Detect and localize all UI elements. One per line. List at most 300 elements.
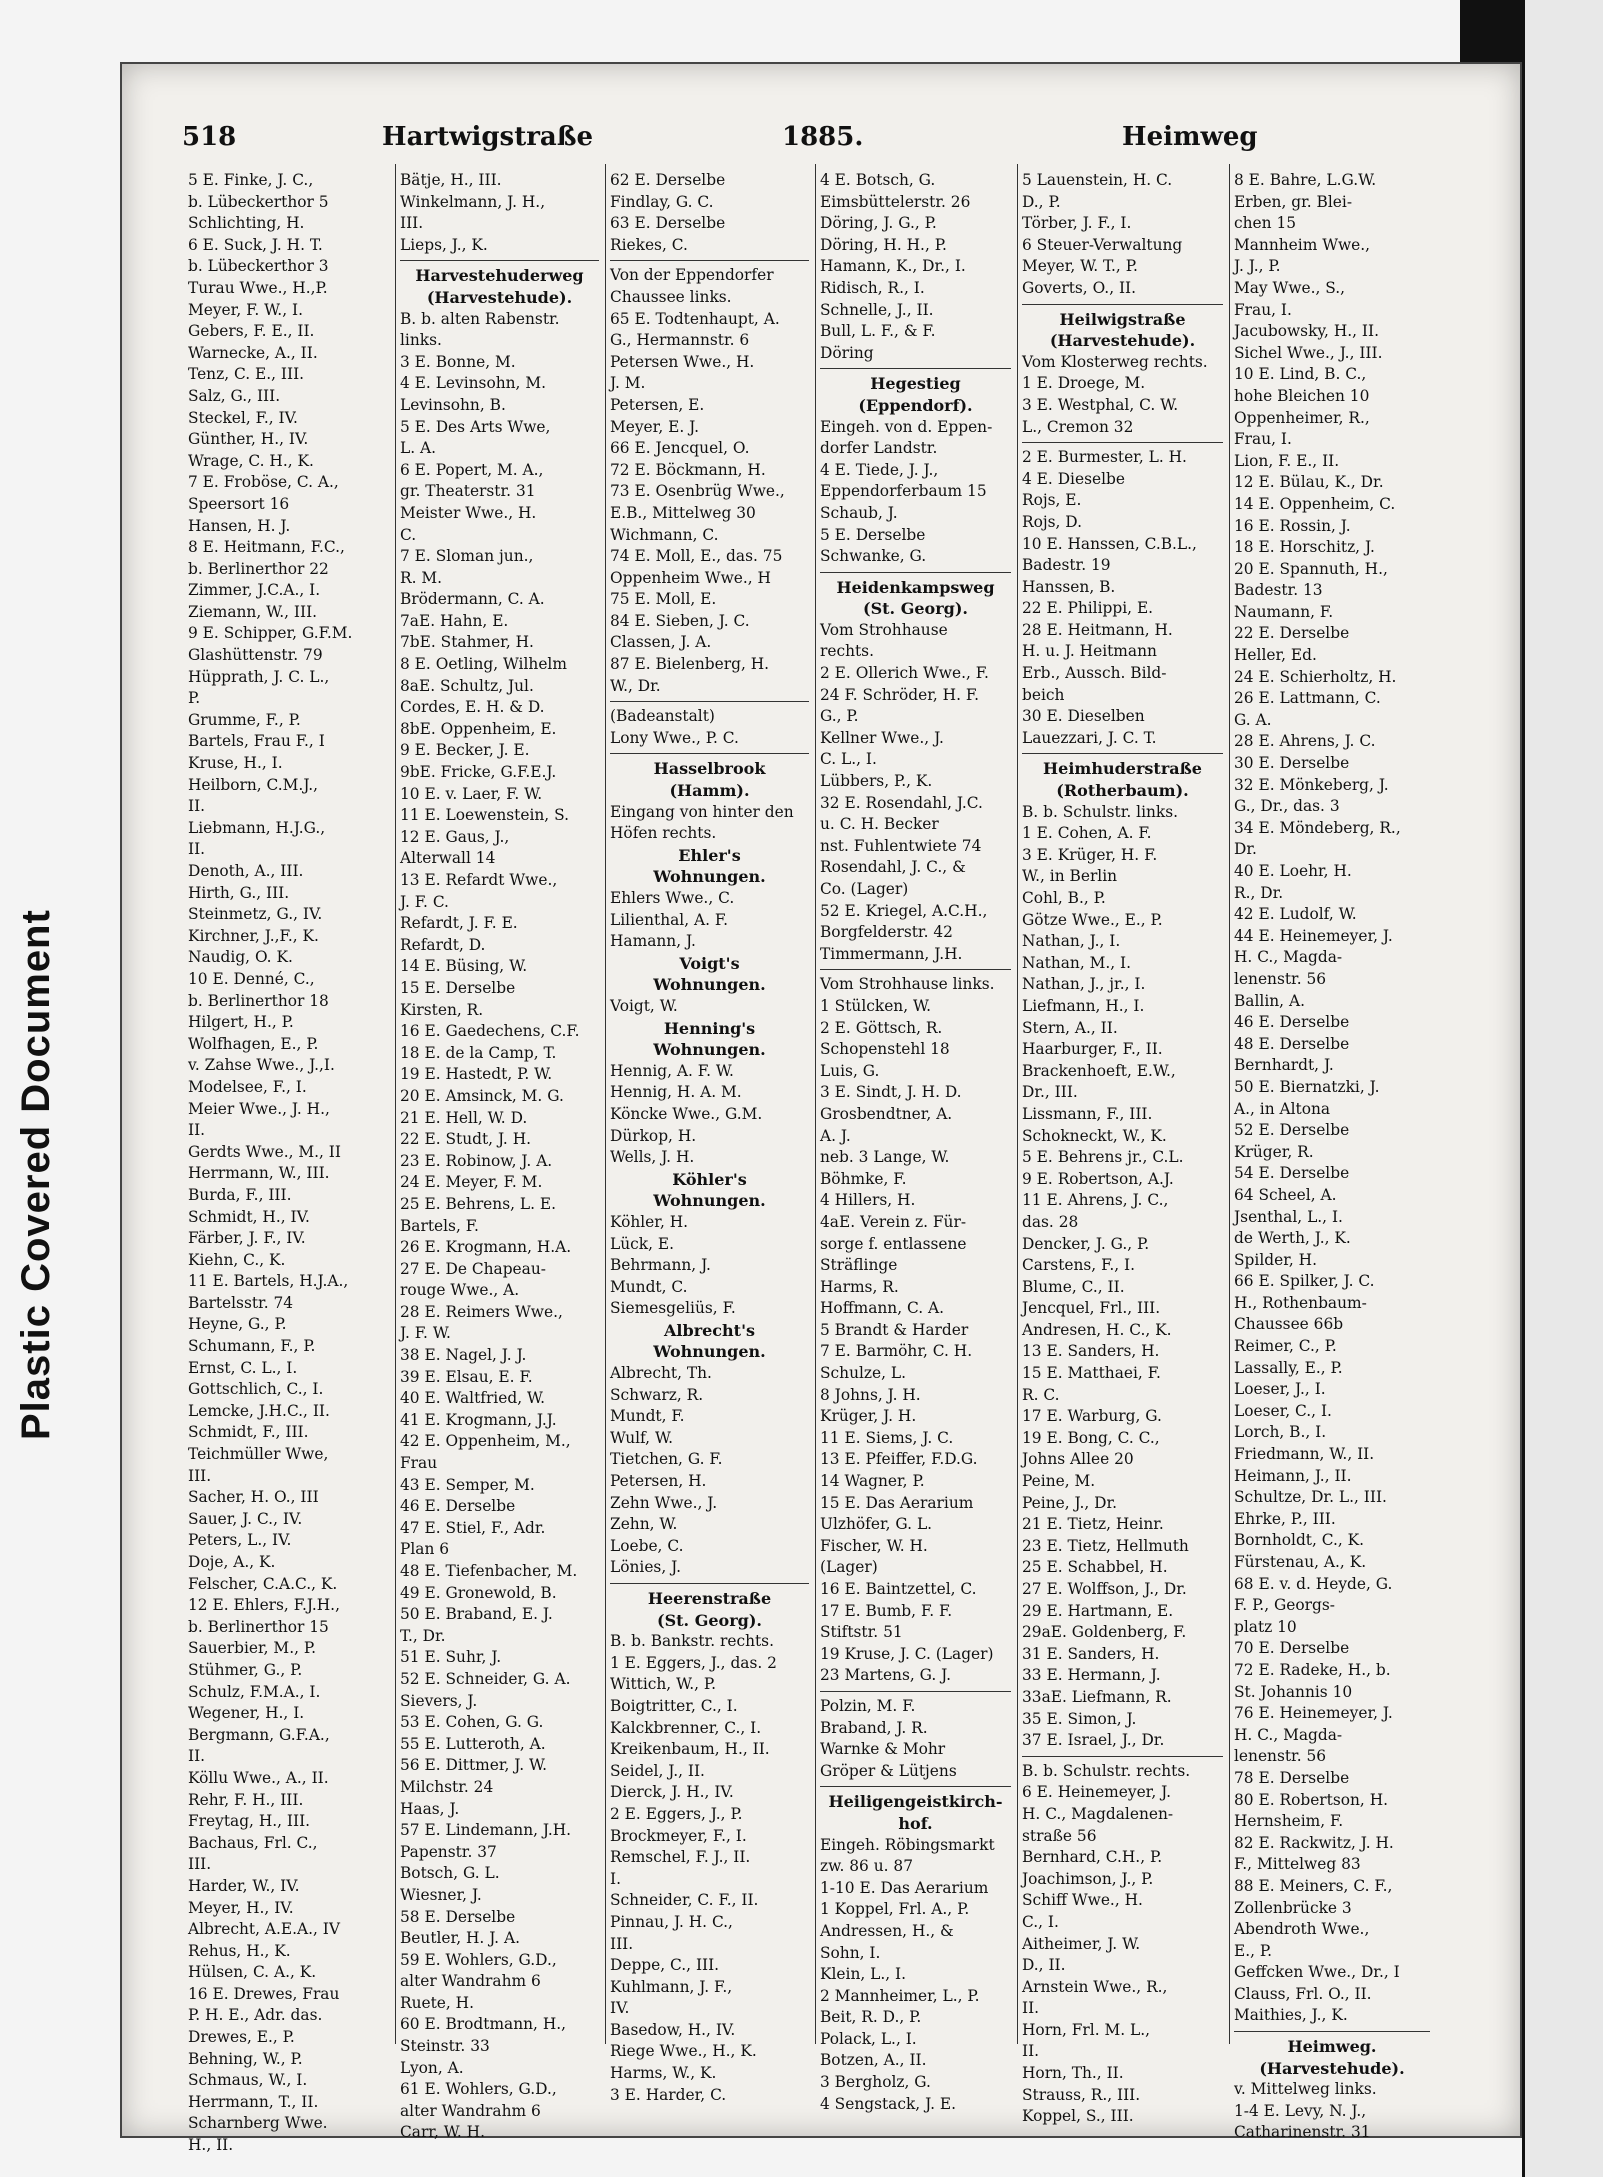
directory-entry: Eingeh. Röbingsmarkt <box>820 1835 995 1854</box>
directory-entry: 1 Koppel, Frl. A., P. <box>820 1900 970 1919</box>
directory-entry: gr. Theaterstr. 31 <box>400 482 536 501</box>
directory-entry: Polzin, M. F. <box>820 1696 916 1715</box>
directory-entry: 22 E. Studt, J. H. <box>400 1130 532 1149</box>
directory-entry: 49 E. Gronewold, B. <box>400 1583 557 1602</box>
directory-entry: Freytag, H., III. <box>188 1812 311 1831</box>
directory-entry: Horn, Frl. M. L., <box>1022 2020 1151 2039</box>
directory-entry: Köncke Wwe., G.M. <box>610 1104 763 1123</box>
directory-entry: 15 E. Das Aerarium <box>820 1493 974 1512</box>
directory-entry: Eimsbüttelerstr. 26 <box>820 192 971 211</box>
directory-entry: Grosbendtner, A. <box>820 1104 953 1123</box>
directory-entry: Luis, G. <box>820 1061 880 1080</box>
directory-entry: 34 E. Möndeberg, R., <box>1234 818 1401 837</box>
directory-entry: de Werth, J., K. <box>1234 1229 1351 1248</box>
directory-entry: Johns Allee 20 <box>1022 1450 1134 1469</box>
directory-entry: Behning, W., P. <box>188 2049 303 2068</box>
directory-entry: E., P. <box>1234 1941 1273 1960</box>
directory-entry: Carstens, F., I. <box>1022 1256 1136 1275</box>
directory-entry: D., P. <box>1022 192 1061 211</box>
directory-entry: Turau Wwe., H.,P. <box>188 278 328 297</box>
side-label: Plastic Covered Document <box>14 909 58 1440</box>
directory-entry: 2 E. Göttsch, R. <box>820 1018 943 1037</box>
directory-entry: H. C., Magda- <box>1234 948 1343 967</box>
directory-entry: Jencquel, Frl., III. <box>1022 1299 1161 1318</box>
directory-entry: Andresen, H. C., K. <box>1022 1320 1172 1339</box>
directory-entry: 61 E. Wohlers, G.D., <box>400 2080 557 2099</box>
directory-entry: Tietchen, G. F. <box>610 1450 723 1469</box>
directory-entry: Rojs, E. <box>1022 491 1082 510</box>
directory-entry: Burda, F., III. <box>188 1185 292 1204</box>
directory-entry: Chaussee links. <box>610 287 732 306</box>
directory-entry: 12 E. Gaus, J., <box>400 827 510 846</box>
directory-entry: 7bE. Stahmer, H. <box>400 633 534 652</box>
directory-entry: Albrecht, Th. <box>610 1364 712 1383</box>
directory-entry: Geffcken Wwe., Dr., I <box>1234 1963 1400 1982</box>
directory-entry: Schiff Wwe., H. <box>1022 1891 1143 1910</box>
directory-entry: Steckel, F., IV. <box>188 408 298 427</box>
directory-entry: Badestr. 19 <box>1022 556 1111 575</box>
directory-entry: 26 E. Lattmann, C. <box>1234 689 1381 708</box>
directory-entry: Clauss, Frl. O., II. <box>1234 1984 1372 2003</box>
directory-entry: 19 Kruse, J. C. (Lager) <box>820 1644 994 1663</box>
street-heading: Heilwigstraße <box>1059 309 1186 329</box>
directory-entry: beich <box>1022 685 1065 704</box>
directory-entry: E.B., Mittelweg 30 <box>610 503 756 522</box>
directory-entry: 33aE. Liefmann, R. <box>1022 1687 1172 1706</box>
directory-entry: Herrmann, T., II. <box>188 2092 319 2111</box>
directory-entry: Timmermann, J.H. <box>820 944 963 963</box>
street-heading: (St. Georg). <box>657 1610 762 1630</box>
directory-entry: Koppel, S., III. <box>1022 2107 1134 2126</box>
directory-entry: Lönies, J. <box>610 1558 681 1577</box>
directory-entry: G., Dr., das. 3 <box>1234 797 1340 816</box>
directory-entry: 29aE. Goldenberg, F. <box>1022 1623 1187 1642</box>
directory-entry: 21 E. Hell, W. D. <box>400 1108 528 1127</box>
directory-entry: 66 E. Spilker, J. C. <box>1234 1272 1375 1291</box>
street-heading: Wohnungen. <box>653 975 766 995</box>
directory-entry: Klein, L., I. <box>820 1965 907 1984</box>
directory-entry: 3 E. Sindt, J. H. D. <box>820 1083 962 1102</box>
directory-entry: Frau <box>400 1454 438 1473</box>
directory-entry: Schneider, C. F., II. <box>610 1891 759 1910</box>
directory-entry: 16 E. Drewes, Frau <box>188 1984 340 2003</box>
directory-entry: III. <box>610 1934 634 1953</box>
directory-entry: Lassally, E., P. <box>1234 1358 1343 1377</box>
directory-entry: 58 E. Derselbe <box>400 1907 516 1926</box>
directory-entry: Mundt, F. <box>610 1407 685 1426</box>
directory-entry: G. A. <box>1234 710 1272 729</box>
directory-entry: Salz, G., III. <box>188 386 281 405</box>
directory-entry: 7 E. Barmöhr, C. H. <box>820 1342 973 1361</box>
directory-entry: Wells, J. H. <box>610 1148 695 1167</box>
directory-entry: Warnecke, A., II. <box>188 343 318 362</box>
directory-entry: II. <box>188 840 206 859</box>
street-heading: Heerenstraße <box>647 1589 772 1608</box>
directory-entry: Blume, C., II. <box>1022 1277 1125 1296</box>
directory-entry: Döring <box>820 343 874 362</box>
directory-entry: 35 E. Simon, J. <box>1022 1709 1137 1728</box>
directory-entry: Schwarz, R. <box>610 1385 704 1404</box>
directory-entry: 2 E. Eggers, J., P. <box>610 1804 743 1823</box>
directory-entry: 5 E. Des Arts Wwe, <box>400 417 551 436</box>
directory-entry: b. Lübeckerthor 3 <box>188 257 329 276</box>
directory-entry: Boigtritter, C., I. <box>610 1696 738 1715</box>
directory-entry: Bachaus, Frl. C., <box>188 1833 318 1852</box>
directory-entry: alter Wandrahm 6 <box>400 1972 541 1991</box>
directory-entry: Braband, J. R. <box>820 1718 928 1737</box>
directory-entry: Von der Eppendorfer <box>610 266 774 285</box>
street-heading: (St. Georg). <box>863 599 968 619</box>
directory-entry: 26 E. Krogmann, H.A. <box>400 1238 572 1257</box>
directory-entry: 28 E. Heitmann, H. <box>1022 620 1173 639</box>
directory-entry: Bernhard, C.H., P. <box>1022 1848 1163 1867</box>
directory-entry: 76 E. Heinemeyer, J. <box>1234 1704 1393 1723</box>
directory-entry: H. u. J. Heitmann <box>1022 642 1157 661</box>
directory-entry: 14 E. Oppenheim, C. <box>1234 494 1396 513</box>
directory-entry: 6 Steuer-Verwaltung <box>1022 235 1183 254</box>
directory-entry: Reimer, C., P. <box>1234 1337 1337 1356</box>
directory-entry: Botsch, G. L. <box>400 1864 500 1883</box>
directory-entry: Wiesner, J. <box>400 1885 482 1904</box>
directory-entry: 42 E. Oppenheim, M., <box>400 1432 571 1451</box>
directory-entry: Törber, J. F., I. <box>1022 214 1132 233</box>
directory-entry: Riekes, C. <box>610 235 688 254</box>
directory-entry: 52 E. Kriegel, A.C.H., <box>820 901 988 920</box>
directory-entry: 4 E. Dieselbe <box>1022 469 1125 488</box>
directory-entry: Lilienthal, A. F. <box>610 910 729 929</box>
directory-entry: 17 E. Bumb, F. F. <box>820 1601 953 1620</box>
column-divider <box>820 969 1011 970</box>
street-heading: Köhler's <box>672 1169 747 1189</box>
directory-entry: Winkelmann, J. H., <box>400 192 546 211</box>
directory-entry: Kuhlmann, J. F., <box>610 1977 733 1996</box>
directory-entry: Zehn, W. <box>610 1515 678 1534</box>
directory-entry: T., Dr. <box>400 1626 446 1645</box>
directory-entry: Joachimson, J., P. <box>1022 1869 1154 1888</box>
directory-entry: Wegener, H., I. <box>188 1704 305 1723</box>
directory-entry: 8 E. Bahre, L.G.W. <box>1234 171 1377 189</box>
column-divider <box>1022 442 1223 443</box>
directory-entry: III. <box>188 1466 212 1485</box>
street-heading: (Rotherbaum). <box>1056 781 1189 801</box>
directory-entry: H. C., Magdalenen- <box>1022 1804 1174 1823</box>
directory-entry: dorfer Landstr. <box>820 439 938 458</box>
directory-entry: Abendroth Wwe., <box>1234 1920 1370 1939</box>
directory-entry: 30 E. Dieselben <box>1022 707 1145 726</box>
directory-entry: 59 E. Wohlers, G.D., <box>400 1950 557 1969</box>
directory-entry: Horn, Th., II. <box>1022 2064 1124 2083</box>
directory-entry: 4 E. Botsch, G. <box>820 171 936 189</box>
column-divider <box>820 368 1011 369</box>
directory-entry: Schumann, F., P. <box>188 1337 316 1356</box>
directory-entry: L. A. <box>400 439 437 458</box>
directory-entry: 4 E. Levinsohn, M. <box>400 374 546 393</box>
directory-entry: 1 E. Eggers, J., das. 2 <box>610 1653 777 1672</box>
directory-entry: Fischer, W. H. <box>820 1536 928 1555</box>
page-number: 518 <box>182 122 237 152</box>
directory-entry: II. <box>188 797 206 816</box>
year-heading: 1885. <box>782 122 864 152</box>
directory-entry: Rehus, H., K. <box>188 1941 291 1960</box>
directory-entry: Siemesgeliüs, F. <box>610 1299 736 1318</box>
directory-entry: 84 E. Sieben, J. C. <box>610 611 750 630</box>
directory-entry: Mundt, C. <box>610 1277 688 1296</box>
directory-entry: Rosendahl, J. C., & <box>820 858 966 877</box>
directory-entry: Sauer, J. C., IV. <box>188 1509 303 1528</box>
directory-entry: 21 E. Tietz, Heinr. <box>1022 1515 1164 1534</box>
directory-entry: Kellner Wwe., J. <box>820 728 944 747</box>
street-heading: Henning's <box>663 1018 756 1038</box>
column-divider <box>610 753 809 754</box>
directory-entry: 11 E. Bartels, H.J.A., <box>188 1272 349 1291</box>
directory-entry: Dr., III. <box>1022 1083 1078 1102</box>
directory-entry: H., II. <box>188 2136 234 2155</box>
directory-entry: Eppendorferbaum 15 <box>820 482 987 501</box>
directory-entry: Riege Wwe., H., K. <box>610 2042 757 2061</box>
directory-entry: Steinmetz, G., IV. <box>188 905 323 924</box>
directory-entry: P. H. E., Adr. das. <box>188 2006 323 2025</box>
directory-entry: Jsenthal, L., I. <box>1234 1207 1343 1226</box>
directory-entry: Köhler, H. <box>610 1212 689 1231</box>
directory-entry: Strauss, R., III. <box>1022 2085 1141 2104</box>
directory-entry: Badestr. 13 <box>1234 581 1323 600</box>
directory-entry: Jacubowsky, H., II. <box>1234 322 1379 341</box>
directory-entry: Oppenheimer, R., <box>1234 408 1370 427</box>
street-heading: Harvestehuderweg <box>415 266 584 286</box>
directory-entry: Ernst, C. L., I. <box>188 1358 298 1377</box>
directory-entry: Milchstr. 24 <box>400 1777 494 1796</box>
directory-entry: C. <box>400 525 417 544</box>
directory-entry: 1 Stülcken, W. <box>820 996 932 1015</box>
directory-entry: Dencker, J. G., P. <box>1022 1234 1150 1253</box>
directory-entry: Ruete, H. <box>400 1993 474 2012</box>
directory-entry: W., Dr. <box>610 676 661 695</box>
directory-entry: Eingeh. von d. Eppen- <box>820 417 993 436</box>
directory-entry: Papenstr. 37 <box>400 1842 497 1861</box>
directory-entry: Warnke & Mohr <box>820 1740 946 1759</box>
directory-entry: R. M. <box>400 568 443 587</box>
column-2 <box>396 164 606 2142</box>
directory-entry: Hanssen, B. <box>1022 577 1116 596</box>
directory-entry: Harms, R. <box>820 1277 899 1296</box>
directory-entry: Oppenheim Wwe., H <box>610 568 771 587</box>
directory-entry: Maithies, J., K. <box>1234 2006 1348 2025</box>
directory-entry: Wulf, W. <box>610 1428 673 1447</box>
directory-entry: 41 E. Krogmann, J.J. <box>400 1410 557 1429</box>
column-divider <box>610 1583 809 1584</box>
directory-entry: Haarburger, F., II. <box>1022 1040 1163 1059</box>
directory-entry: platz 10 <box>1234 1617 1297 1636</box>
directory-entry: Polack, L., I. <box>820 2029 917 2048</box>
directory-entry: C., I. <box>1022 1912 1059 1931</box>
directory-entry: J. M. <box>610 374 646 393</box>
column-divider <box>820 1786 1011 1787</box>
directory-entry: Loebe, C. <box>610 1536 684 1555</box>
directory-entry: 20 E. Spannuth, H., <box>1234 559 1388 578</box>
directory-entry: Schokneckt, W., K. <box>1022 1126 1167 1145</box>
directory-entry: 62 E. Derselbe <box>610 171 726 189</box>
directory-entry: III. <box>400 214 424 233</box>
street-heading: Wohnungen. <box>653 1342 766 1362</box>
directory-entry: 8bE. Oppenheim, E. <box>400 719 557 738</box>
directory-entry: 13 E. Pfeiffer, F.D.G. <box>820 1450 978 1469</box>
directory-entry: Meister Wwe., H. <box>400 503 537 522</box>
directory-entry: J. F. W. <box>400 1324 451 1343</box>
directory-entry: Petersen, E. <box>610 395 705 414</box>
directory-entry: 75 E. Moll, E. <box>610 590 717 609</box>
directory-entry: Brödermann, C. A. <box>400 590 545 609</box>
scanned-page <box>120 62 1522 2155</box>
directory-entry: 16 E. Rossin, J. <box>1234 516 1351 535</box>
directory-entry: C. L., I. <box>820 750 877 769</box>
directory-entry: 8 Johns, J. H. <box>820 1385 921 1404</box>
directory-entry: 20 E. Amsinck, M. G. <box>400 1086 564 1105</box>
directory-entry: 1-10 E. Das Aerarium <box>820 1878 989 1897</box>
directory-entry: Mannheim Wwe., <box>1234 235 1371 254</box>
directory-entry: Levinsohn, B. <box>400 395 506 414</box>
directory-entry: Ehlers Wwe., C. <box>610 889 735 907</box>
directory-entry: L., Cremon 32 <box>1022 417 1134 436</box>
directory-entry: Peters, L., IV. <box>188 1531 292 1550</box>
directory-entry: Naudig, O. K. <box>188 948 293 967</box>
directory-entry: 73 E. Osenbrüg Wwe., <box>610 482 785 501</box>
directory-entry: 50 E. Braband, E. J. <box>400 1605 553 1624</box>
directory-entry: Rojs, D. <box>1022 512 1082 531</box>
directory-entry: Nathan, J., jr., I. <box>1022 975 1146 994</box>
directory-entry: Bernhardt, J. <box>1234 1056 1334 1075</box>
directory-entry: III. <box>188 1855 212 1874</box>
directory-entry: 88 E. Meiners, C. F., <box>1234 1876 1393 1895</box>
directory-entry: Botzen, A., II. <box>820 2051 927 2070</box>
directory-entry: Petersen, H. <box>610 1472 707 1491</box>
directory-entry: 3 Bergholz, G. <box>820 2073 931 2092</box>
directory-entry: hohe Bleichen 10 <box>1234 386 1370 405</box>
directory-entry: 55 E. Lutteroth, A. <box>400 1734 546 1753</box>
directory-entry: Wittich, W., P. <box>610 1675 717 1694</box>
directory-entry: das. 28 <box>1022 1212 1079 1231</box>
directory-entry: Kruse, H., I. <box>188 754 283 773</box>
directory-entry: v. Zahse Wwe., J.,I. <box>188 1056 335 1075</box>
directory-entry: R., Dr. <box>1234 883 1284 902</box>
directory-entry: Vom Strohhause links. <box>820 975 995 994</box>
directory-entry: Ballin, A. <box>1234 991 1305 1010</box>
directory-entry: Schmaus, W., I. <box>188 2071 308 2090</box>
column-divider <box>610 260 809 261</box>
column-1 <box>184 164 396 2155</box>
directory-entry: 3 E. Harder, C. <box>610 2085 727 2104</box>
directory-entry: 46 E. Derselbe <box>400 1497 516 1516</box>
directory-entry: G., P. <box>820 707 859 726</box>
directory-entry: Lyon, A. <box>400 2058 464 2077</box>
directory-entry: Köllu Wwe., A., II. <box>188 1768 329 1787</box>
directory-entry: Nathan, M., I. <box>1022 953 1132 972</box>
directory-entry: Lieps, J., K. <box>400 235 488 254</box>
directory-entry: Schwanke, G. <box>820 547 927 566</box>
directory-entry: 37 E. Israel, J., Dr. <box>1022 1731 1165 1750</box>
street-heading: (Harvestehude). <box>1259 2058 1405 2078</box>
directory-entry: 25 E. Behrens, L. E. <box>400 1194 557 1213</box>
directory-entry: neb. 3 Lange, W. <box>820 1148 950 1167</box>
directory-entry: Bätje, H., III. <box>400 171 502 189</box>
column-divider <box>820 572 1011 573</box>
directory-entry: 5 E. Derselbe <box>820 525 926 544</box>
directory-entry: Kalckbrenner, C., I. <box>610 1718 762 1737</box>
directory-entry: A., in Altona <box>1234 1099 1331 1118</box>
directory-entry: Borgfelderstr. 42 <box>820 923 953 942</box>
directory-entry: Hoffmann, C. A. <box>820 1299 945 1318</box>
directory-entry: 18 E. de la Camp, T. <box>400 1043 557 1062</box>
directory-entry: 3 E. Westphal, C. W. <box>1022 395 1179 414</box>
directory-entry: Kreikenbaum, H., II. <box>610 1740 770 1759</box>
directory-entry: Haas, J. <box>400 1799 460 1818</box>
directory-entry: B. b. Schulstr. rechts. <box>1022 1761 1191 1780</box>
directory-entry: Cohl, B., P. <box>1022 889 1106 907</box>
directory-entry: Grumme, F., P. <box>188 710 301 729</box>
directory-entry: 27 E. Wolffson, J., Dr. <box>1022 1580 1187 1598</box>
directory-entry: Albrecht, A.E.A., IV <box>188 1920 340 1939</box>
directory-entry: Schlichting, H. <box>188 214 305 233</box>
directory-entry: b. Berlinerthor 18 <box>188 991 329 1010</box>
directory-entry: May Wwe., S., <box>1234 278 1346 297</box>
directory-entry: sorge f. entlassene <box>820 1234 967 1253</box>
next-page-strip <box>1522 0 1603 2177</box>
directory-entry: Hennig, A. F. W. <box>610 1061 734 1080</box>
column-5 <box>1018 164 1230 2126</box>
directory-entry: Friedmann, W., II. <box>1234 1445 1375 1464</box>
directory-entry: (Badeanstalt) <box>610 707 715 726</box>
directory-entry: Zehn Wwe., J. <box>610 1493 718 1512</box>
directory-entry: Teichmüller Wwe, <box>188 1445 329 1464</box>
directory-entry: 56 E. Dittmer, J. W. <box>400 1756 548 1775</box>
directory-entry: 5 Lauenstein, H. C. <box>1022 171 1173 189</box>
directory-entry: Hennig, H. A. M. <box>610 1083 742 1102</box>
directory-entry: Cordes, E. H. & D. <box>400 698 545 717</box>
directory-entry: Färber, J. F., IV. <box>188 1229 306 1248</box>
directory-entry: Scharnberg Wwe. <box>188 2114 328 2133</box>
directory-entry: Kirsten, R. <box>400 1000 484 1019</box>
directory-entry: Co. (Lager) <box>820 880 909 898</box>
directory-entry: Behrmann, J. <box>610 1256 711 1275</box>
directory-entry: F., Mittelweg 83 <box>1234 1855 1361 1874</box>
directory-entry: Hilgert, H., P. <box>188 1013 294 1032</box>
directory-entry: 9 E. Robertson, A.J. <box>1022 1169 1174 1188</box>
directory-entry: Harms, W., K. <box>610 2064 717 2083</box>
column-divider <box>1022 304 1223 305</box>
directory-entry: Tenz, C. E., III. <box>188 365 305 384</box>
directory-entry: 50 E. Biernatzki, J. <box>1234 1077 1380 1096</box>
directory-entry: 80 E. Robertson, H. <box>1234 1790 1389 1809</box>
directory-entry: lenenstr. 56 <box>1234 1747 1327 1766</box>
directory-entry: Lion, F. E., II. <box>1234 451 1340 470</box>
directory-entry: 39 E. Elsau, E. F. <box>400 1367 533 1386</box>
directory-entry: 72 E. Radeke, H., b. <box>1234 1660 1391 1679</box>
street-heading: Heiligengeistkirch- <box>828 1792 1003 1812</box>
directory-entry: Classen, J. A. <box>610 633 712 652</box>
directory-entry: Modelsee, F., I. <box>188 1077 307 1096</box>
directory-entry: Sievers, J. <box>400 1691 478 1710</box>
directory-entry: 15 E. Matthaei, F. <box>1022 1364 1161 1383</box>
directory-entry: F. P., Georgs- <box>1234 1596 1335 1615</box>
directory-entry: R. C. <box>1022 1385 1060 1404</box>
directory-entry: 78 E. Derselbe <box>1234 1768 1350 1787</box>
street-heading: Wohnungen. <box>653 867 766 887</box>
directory-entry: Wichmann, C. <box>610 525 719 544</box>
directory-entry: Gottschlich, C., I. <box>188 1380 324 1399</box>
directory-entry: 12 E. Bülau, K., Dr. <box>1234 473 1384 492</box>
directory-entry: Hirth, G., III. <box>188 883 290 902</box>
directory-entry: Bornholdt, C., K. <box>1234 1531 1365 1550</box>
directory-entry: Dr. <box>1234 840 1257 859</box>
